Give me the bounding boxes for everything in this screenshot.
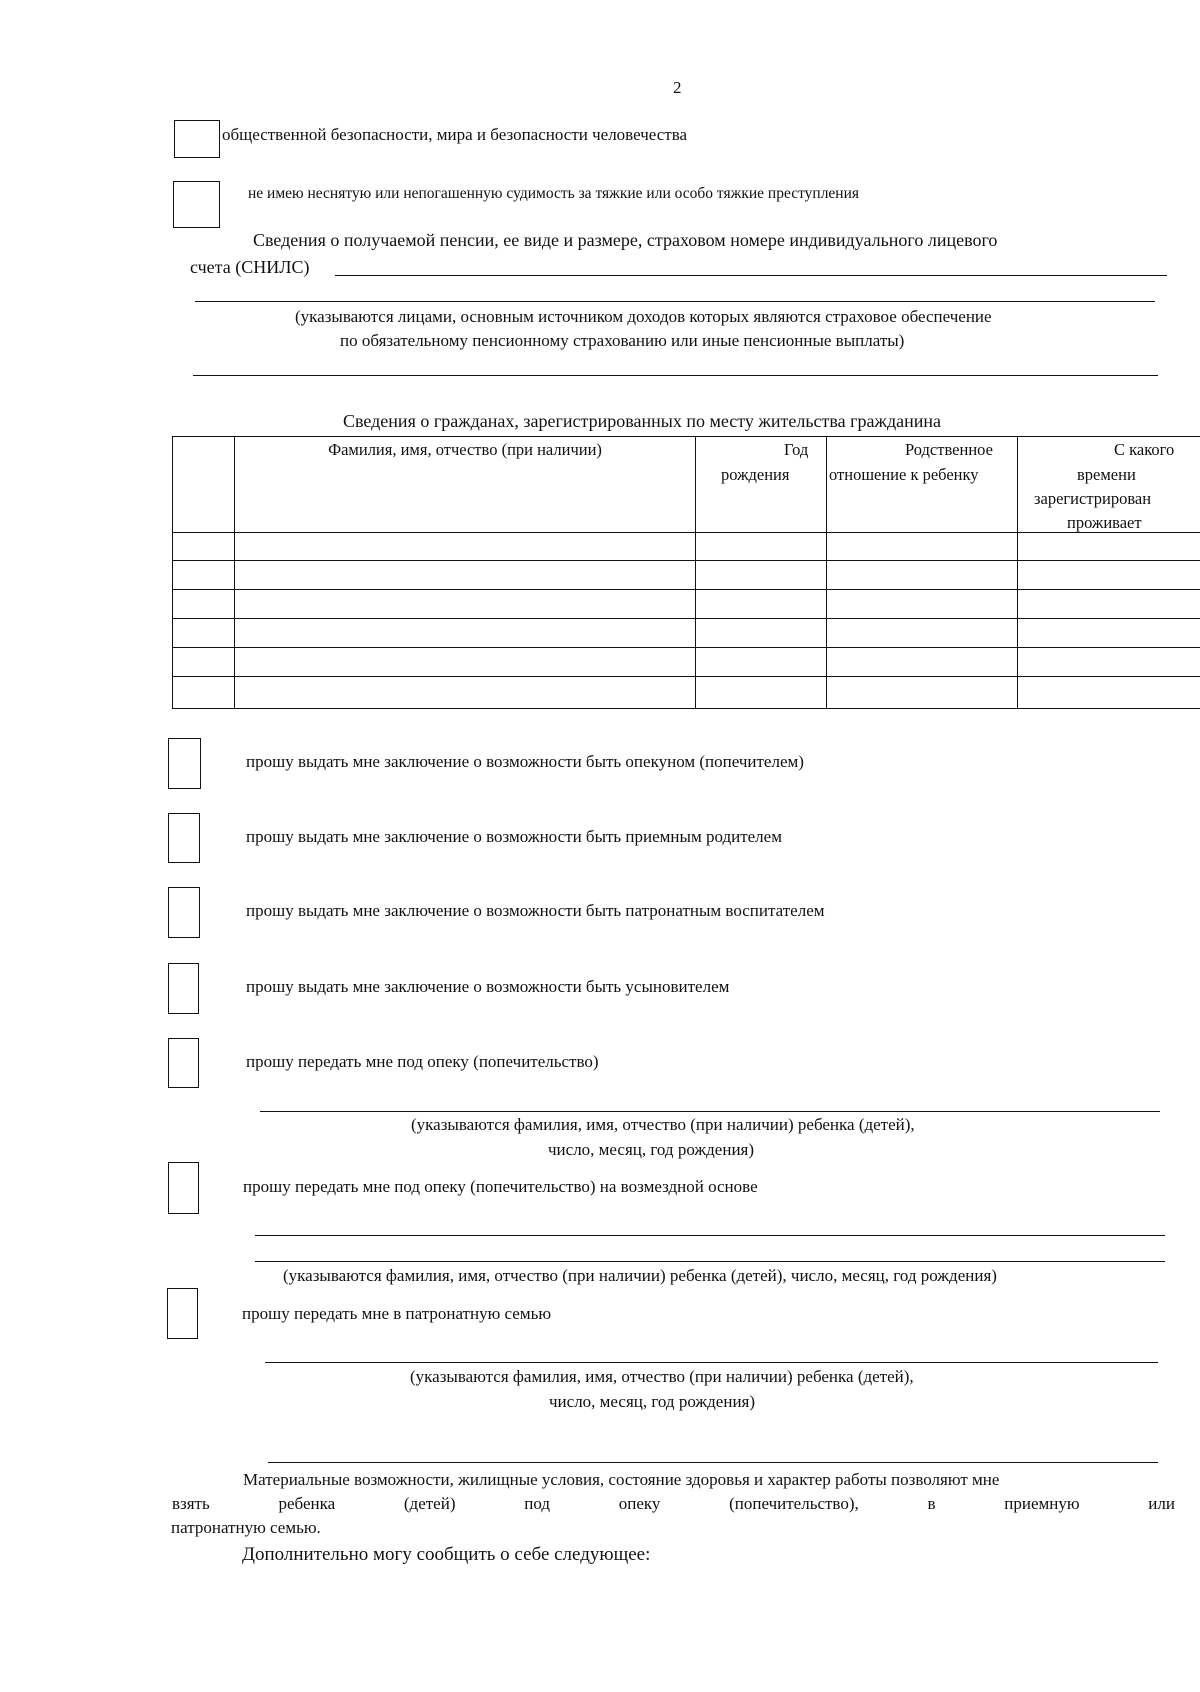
page-number: 2 bbox=[673, 78, 682, 97]
table-col-divider bbox=[234, 436, 235, 709]
child-fill-line-2a[interactable] bbox=[255, 1235, 1165, 1236]
checkbox-adopter-conclusion[interactable] bbox=[168, 963, 199, 1014]
checkbox-patronage-conclusion-label: прошу выдать мне заключение о возможности быть патронатным воспитателем bbox=[246, 901, 825, 920]
table-row-divider bbox=[172, 589, 1200, 590]
conditions-line1: Материальные возможности, жилищные условия, состояние здоровья и характер работы позволяют мне bbox=[243, 1470, 1000, 1489]
table-border-bottom bbox=[172, 708, 1200, 709]
checkbox-no-criminal-record-label: не имею неснятую или непогашенную судимость за тяжкие или особо тяжкие преступления bbox=[248, 185, 860, 202]
table-cell[interactable] bbox=[828, 678, 1015, 706]
table-cell[interactable] bbox=[697, 591, 824, 616]
checkbox-guardian-conclusion[interactable] bbox=[168, 738, 201, 789]
header-relation-l1: Родственное bbox=[905, 440, 993, 459]
word: взять bbox=[172, 1494, 210, 1513]
checkbox-public-safety[interactable] bbox=[174, 120, 220, 158]
table-col-divider bbox=[695, 436, 696, 709]
conditions-line3: патронатную семью. bbox=[171, 1518, 321, 1537]
table-cell[interactable] bbox=[174, 649, 232, 674]
table-cell[interactable] bbox=[1019, 620, 1198, 645]
header-relation-l2: отношение к ребенку bbox=[829, 465, 979, 484]
table-cell[interactable] bbox=[236, 534, 693, 558]
table-cell[interactable] bbox=[828, 620, 1015, 645]
checkbox-foster-family-label: прошу передать мне в патронатную семью bbox=[242, 1304, 552, 1323]
table-col-divider bbox=[826, 436, 827, 709]
table-col-divider bbox=[1017, 436, 1018, 709]
child-note-2: (указываются фамилия, имя, отчество (при наличии) ребенка (детей), число, месяц, год рождения) bbox=[283, 1266, 997, 1285]
child-note-3-line1: (указываются фамилия, имя, отчество (при наличии) ребенка (детей), bbox=[410, 1367, 914, 1386]
checkbox-paid-guardianship-label: прошу передать мне под опеку (попечительство) на возмездной основе bbox=[243, 1177, 758, 1196]
word: (детей) bbox=[403, 1494, 456, 1513]
table-cell[interactable] bbox=[828, 534, 1015, 558]
residents-table bbox=[172, 436, 1200, 710]
header-since-l4: проживает bbox=[1067, 513, 1142, 532]
table-cell[interactable] bbox=[236, 562, 693, 587]
pension-bottom-line[interactable] bbox=[193, 375, 1158, 376]
table-cell[interactable] bbox=[236, 678, 693, 706]
table-cell[interactable] bbox=[697, 534, 824, 558]
child-note-1-line1: (указываются фамилия, имя, отчество (при наличии) ребенка (детей), bbox=[411, 1115, 915, 1134]
table-row-divider bbox=[172, 676, 1200, 677]
checkbox-adopter-conclusion-label: прошу выдать мне заключение о возможности быть усыновителем bbox=[246, 977, 730, 996]
additional-info-heading: Дополнительно могу сообщить о себе следующее: bbox=[242, 1544, 651, 1565]
table-cell[interactable] bbox=[236, 591, 693, 616]
table-cell[interactable] bbox=[828, 649, 1015, 674]
snils-fill-line[interactable] bbox=[335, 275, 1167, 276]
table-cell[interactable] bbox=[174, 534, 232, 558]
header-birth-year-l1: Год bbox=[784, 440, 809, 459]
checkbox-guardian-conclusion-label: прошу выдать мне заключение о возможности быть опекуном (попечителем) bbox=[246, 752, 804, 771]
checkbox-foster-parent-conclusion[interactable] bbox=[168, 813, 200, 863]
table-row-divider bbox=[172, 532, 1200, 533]
checkbox-patronage-conclusion[interactable] bbox=[168, 887, 200, 938]
header-since-l1: С какого bbox=[1114, 440, 1175, 459]
table-cell[interactable] bbox=[828, 591, 1015, 616]
table-border-left bbox=[172, 436, 173, 709]
pension-fill-line[interactable] bbox=[195, 301, 1155, 302]
word: ребенка bbox=[278, 1494, 336, 1513]
checkbox-guardianship-transfer-label: прошу передать мне под опеку (попечительство) bbox=[246, 1052, 599, 1071]
word: (попечительство), bbox=[729, 1494, 859, 1513]
conditions-line2 bbox=[172, 1494, 1175, 1514]
table-row-divider bbox=[172, 647, 1200, 648]
table-cell[interactable] bbox=[697, 620, 824, 645]
table-cell[interactable] bbox=[174, 562, 232, 587]
child-note-1-line2: число, месяц, год рождения) bbox=[548, 1140, 755, 1159]
table-cell[interactable] bbox=[1019, 649, 1198, 674]
table-cell[interactable] bbox=[828, 562, 1015, 587]
table-cell[interactable] bbox=[236, 620, 693, 645]
header-fio: Фамилия, имя, отчество (при наличии) bbox=[328, 440, 602, 459]
table-cell[interactable] bbox=[174, 620, 232, 645]
word: опеку bbox=[618, 1494, 661, 1513]
child-fill-line-2b[interactable] bbox=[255, 1261, 1165, 1262]
pension-note-line2: по обязательному пенсионному страхованию или иные пенсионные выплаты) bbox=[340, 331, 905, 350]
checkbox-no-criminal-record[interactable] bbox=[173, 181, 220, 228]
word: приемную bbox=[1004, 1494, 1080, 1513]
checkbox-foster-family[interactable] bbox=[167, 1288, 198, 1339]
header-since-l2: времени bbox=[1077, 465, 1136, 484]
table-cell[interactable] bbox=[697, 649, 824, 674]
pension-note-line1: (указываются лицами, основным источником доходов которых являются страховое обеспечение bbox=[295, 307, 992, 326]
checkbox-public-safety-label: общественной безопасности, мира и безопасности человечества bbox=[222, 125, 688, 144]
table-cell[interactable] bbox=[1019, 591, 1198, 616]
table-cell[interactable] bbox=[1019, 534, 1198, 558]
child-note-3-line2: число, месяц, год рождения) bbox=[549, 1392, 756, 1411]
word: или bbox=[1148, 1494, 1175, 1513]
header-birth-year-l2: рождения bbox=[721, 465, 790, 484]
child-fill-line-3[interactable] bbox=[265, 1362, 1158, 1363]
table-row-divider bbox=[172, 618, 1200, 619]
table-cell[interactable] bbox=[174, 678, 232, 706]
table-cell[interactable] bbox=[697, 678, 824, 706]
table-cell[interactable] bbox=[1019, 678, 1198, 706]
pension-info-line1: Сведения о получаемой пенсии, ее виде и размере, страховом номере индивидуального лицевого bbox=[253, 230, 998, 250]
table-row-divider bbox=[172, 560, 1200, 561]
table-cell[interactable] bbox=[174, 591, 232, 616]
table-cell[interactable] bbox=[236, 649, 693, 674]
word: в bbox=[927, 1494, 936, 1513]
table-cell[interactable] bbox=[1019, 562, 1198, 587]
residents-table-title: Сведения о гражданах, зарегистрированных по месту жительства гражданина bbox=[343, 411, 941, 431]
table-border-top bbox=[172, 436, 1200, 437]
pension-info-line2: счета (СНИЛС) bbox=[190, 257, 310, 277]
child-bottom-line[interactable] bbox=[268, 1462, 1158, 1463]
header-since-l3: зарегистрирован bbox=[1034, 489, 1152, 508]
checkbox-guardianship-transfer[interactable] bbox=[168, 1038, 199, 1088]
child-fill-line-1[interactable] bbox=[260, 1111, 1160, 1112]
word: под bbox=[524, 1494, 550, 1513]
table-cell[interactable] bbox=[697, 562, 824, 587]
checkbox-foster-parent-conclusion-label: прошу выдать мне заключение о возможности быть приемным родителем bbox=[246, 827, 782, 846]
checkbox-paid-guardianship[interactable] bbox=[168, 1162, 199, 1214]
